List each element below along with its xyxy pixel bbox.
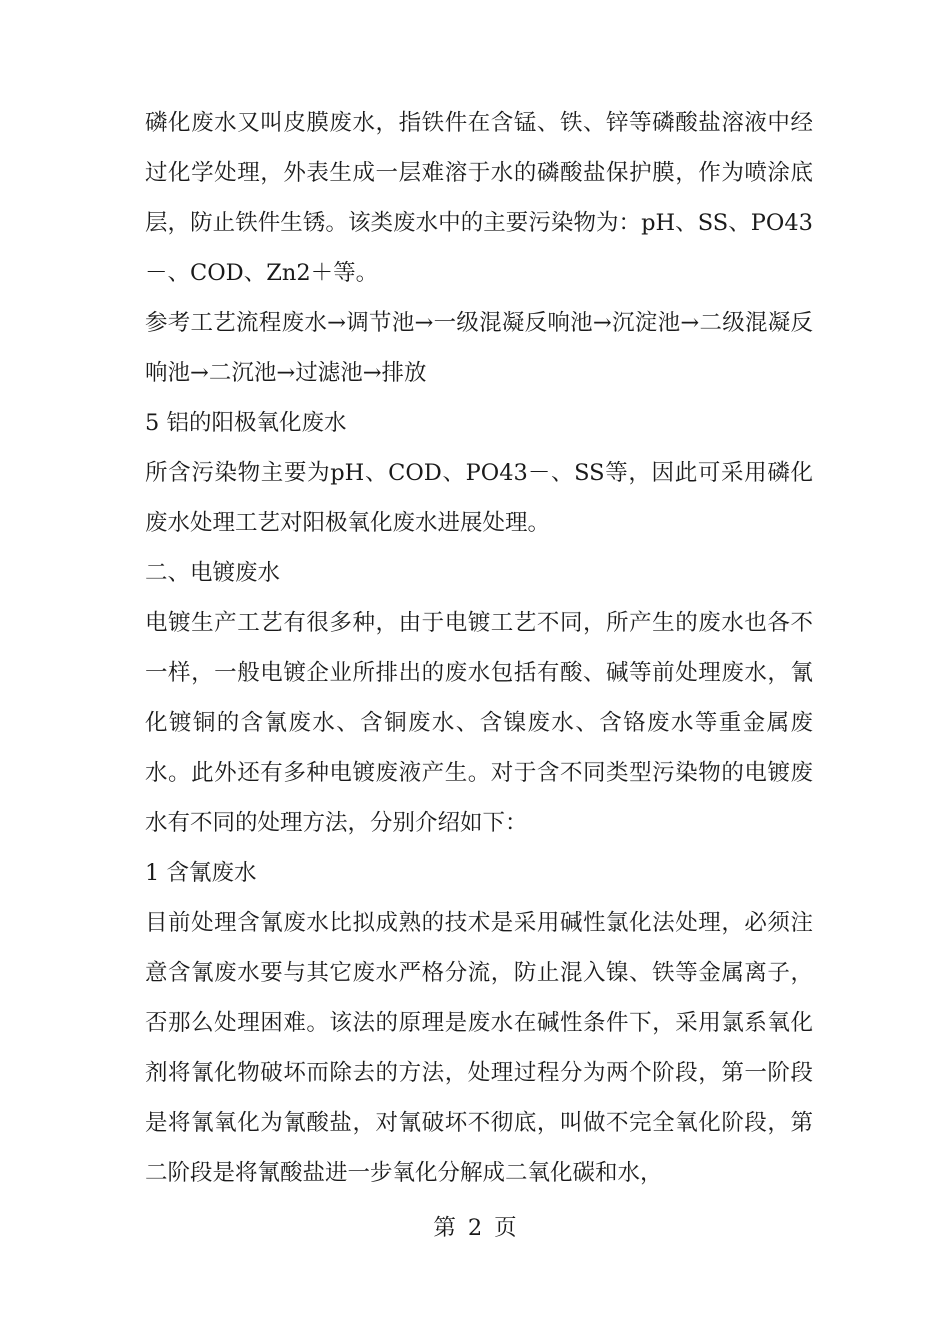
heading-cyanide-wastewater: 1 含氰废水 — [145, 860, 257, 886]
paragraph-anodizing-pollutants: 所含污染物主要为pH、COD、PO43－、SS等，因此可采用磷化废水处理工艺对阳极氧化废水进展处理。 — [145, 460, 813, 536]
heading-aluminum-anodizing: 5 铝的阳极氧化废水 — [145, 410, 347, 436]
page-number: 2 — [467, 1215, 483, 1241]
paragraph-electroplating-intro: 电镀生产工艺有很多种，由于电镀工艺不同，所产生的废水也各不一样，一般电镀企业所排出的废水包括有酸、碱等前处理废水，氰化镀铜的含氰废水、含铜废水、含镍废水、含铬废水等重金属废水。此外还有多种电镀废液产生。对于含不同类型污染物的电镀废水有不同的处理方法，分别介绍如下： — [145, 610, 813, 836]
page-label-suffix: 页 — [494, 1215, 517, 1241]
paragraph-cyanide-treatment: 目前处理含氰废水比拟成熟的技术是采用碱性氯化法处理，必须注意含氰废水要与其它废水严格分流，防止混入镍、铁等金属离子，否那么处理困难。该法的原理是废水在碱性条件下，采用氯系氧化剂将氰化物破坏而除去的方法，处理过程分为两个阶段，第一阶段是将氰氧化为氰酸盐，对氰破坏不彻底，叫做不完全氧化阶段，第二阶段是将氰酸盐进一步氧化分解成二氧化碳和水， — [145, 910, 813, 1186]
page-label-prefix: 第 — [433, 1215, 456, 1241]
paragraph-phosphating-intro: 磷化废水又叫皮膜废水，指铁件在含锰、铁、锌等磷酸盐溶液中经过化学处理，外表生成一层难溶于水的磷酸盐保护膜，作为喷涂底层，防止铁件生锈。该类废水中的主要污染物为：pH、SS、PO43－、COD、Zn2＋等。 — [145, 110, 813, 286]
document-body — [145, 98, 813, 1198]
heading-electroplating-wastewater: 二、电镀废水 — [145, 560, 281, 586]
paragraph-process-flow: 参考工艺流程废水→调节池→一级混凝反响池→沉淀池→二级混凝反响池→二沉池→过滤池→排放 — [145, 310, 813, 386]
page-footer — [0, 1208, 950, 1248]
